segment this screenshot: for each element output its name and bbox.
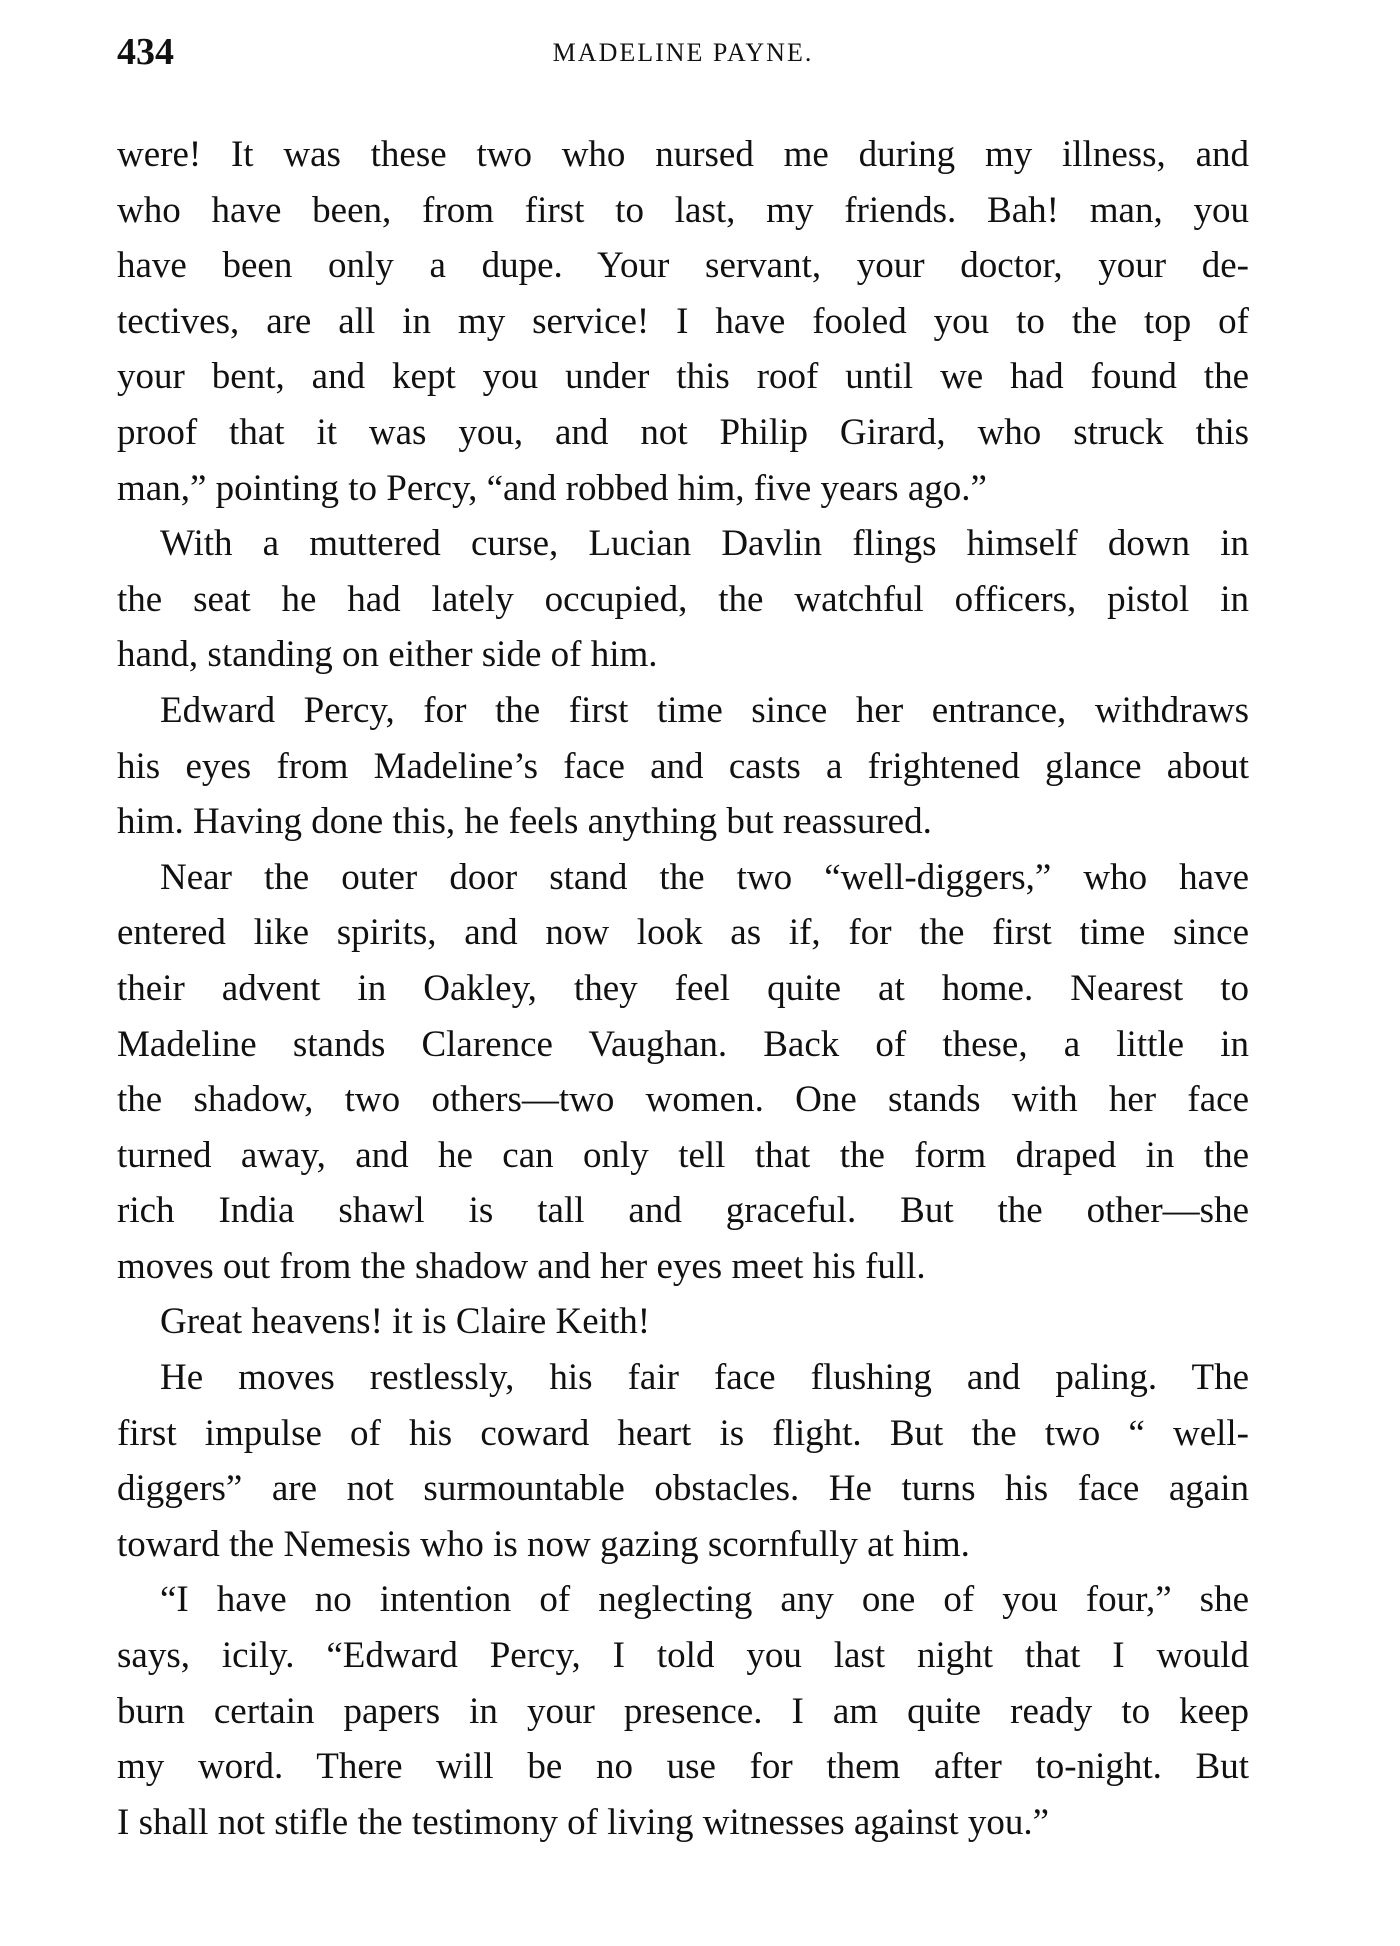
text-line: says, icily. “Edward Percy, I told you last night that I would — [117, 1635, 1249, 1677]
text-line: my word. There will be no use for them after to-night. But — [117, 1746, 1249, 1788]
paragraph — [117, 1294, 1249, 1350]
running-title: MADELINE PAYNE. — [552, 38, 814, 67]
text-line: entered like spirits, and now look as if, for the first time since — [117, 912, 1249, 954]
text-line: proof that it was you, and not Philip Girard, who struck this — [117, 411, 1249, 453]
text-line: Great heavens! it is Claire Keith! — [160, 1301, 651, 1343]
text-line: Edward Percy, for the first time since her entrance, withdraws — [160, 689, 1249, 731]
page-number: 434 — [117, 31, 174, 73]
text-line: rich India shawl is tall and graceful. But the other—she — [117, 1190, 1249, 1232]
text-line: Madeline stands Clarence Vaughan. Back of these, a little in — [117, 1023, 1249, 1065]
text-line: diggers” are not surmountable obstacles. He turns his face again — [117, 1468, 1249, 1510]
text-line: your bent, and kept you under this roof until we had found the — [117, 356, 1249, 398]
paragraph — [117, 516, 1249, 683]
paragraph — [117, 683, 1249, 850]
text-line: the seat he had lately occupied, the watchful officers, pistol in — [117, 578, 1249, 620]
text-line: tectives, are all in my service! I have fooled you to the top of — [117, 300, 1249, 342]
paragraph — [117, 850, 1249, 1295]
text-line: “I have no intention of neglecting any one of you four,” she — [160, 1579, 1249, 1621]
page-body-text — [117, 127, 1249, 1850]
text-line: man,” pointing to Percy, “and robbed him, five years ago.” — [117, 467, 987, 509]
text-line: his eyes from Madeline’s face and casts a frightened glance about — [117, 745, 1249, 787]
paragraph — [117, 127, 1249, 516]
text-line: burn certain papers in your presence. I am quite ready to keep — [117, 1690, 1249, 1732]
text-line: Near the outer door stand the two “well-diggers,” who have — [160, 856, 1249, 898]
text-line: him. Having done this, he feels anything but reassured. — [117, 801, 932, 843]
text-line: hand, standing on either side of him. — [117, 634, 658, 676]
paragraph — [117, 1350, 1249, 1572]
text-line: the shadow, two others—two women. One stands with her face — [117, 1079, 1249, 1121]
text-line: I shall not stifle the testimony of living witnesses against you.” — [117, 1801, 1050, 1843]
text-line: moves out from the shadow and her eyes meet his full. — [117, 1245, 926, 1287]
text-line: He moves restlessly, his fair face flushing and paling. The — [160, 1357, 1249, 1399]
text-line: first impulse of his coward heart is flight. But the two “ well- — [117, 1412, 1249, 1454]
text-line: their advent in Oakley, they feel quite at home. Nearest to — [117, 967, 1249, 1009]
text-line: were! It was these two who nursed me during my illness, and — [117, 134, 1249, 175]
text-line: With a muttered curse, Lucian Davlin flings himself down in — [160, 523, 1249, 565]
text-line: toward the Nemesis who is now gazing scornfully at him. — [117, 1523, 970, 1565]
paragraph — [117, 1572, 1249, 1850]
text-line: who have been, from first to last, my friends. Bah! man, you — [117, 189, 1249, 231]
page-header — [117, 30, 1249, 80]
text-line: have been only a dupe. Your servant, your doctor, your de- — [117, 245, 1249, 287]
text-line: turned away, and he can only tell that the form draped in the — [117, 1134, 1249, 1176]
